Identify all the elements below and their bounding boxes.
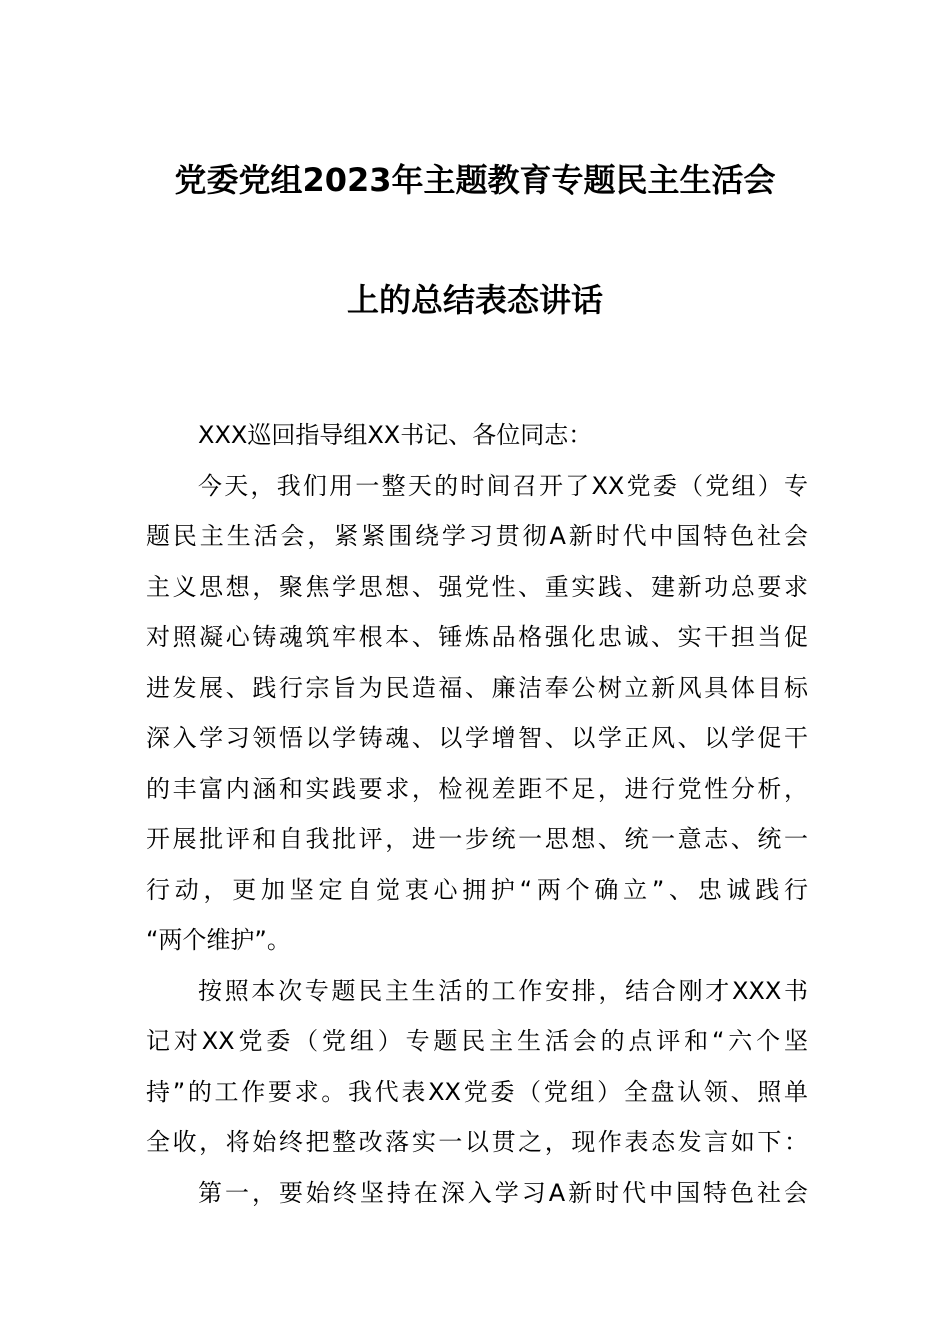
paragraph-line: 记对XX党委（党组）专题民主生活会的点评和“六个坚 (146, 1027, 808, 1055)
paragraph-line: 深入学习领悟以学铸魂、以学增智、以学正风、以学促干 (146, 724, 808, 752)
paragraph-line: 对照凝心铸魂筑牢根本、锤炼品格强化忠诚、实干担当促 (146, 623, 808, 651)
paragraph-line: 行动，更加坚定自觉衷心拥护“两个确立”、忠诚践行 (146, 875, 808, 904)
document-title-line-2: 上的总结表态讲话 (346, 281, 603, 319)
paragraph-line: 今天，我们用一整天的时间召开了XX党委（党组）专 (198, 471, 808, 500)
paragraph-line: 主义思想，聚焦学思想、强党性、重实践、建新功总要求 (146, 572, 808, 601)
paragraph-line: 开展批评和自我批评，进一步统一思想、统一意志、统一 (146, 825, 808, 853)
document-title-line-1: 党委党组2023年主题教育专题民主生活会 (174, 161, 776, 199)
salutation-line: XXX巡回指导组XX书记、各位同志： (198, 421, 593, 449)
paragraph-line: 进发展、践行宗旨为民造福、廉洁奉公树立新风具体目标 (146, 673, 808, 702)
paragraph-line: “两个维护”。 (146, 926, 291, 954)
document-body (146, 410, 808, 1218)
paragraph-line: 持”的工作要求。我代表XX党委（党组）全盘认领、照单 (146, 1077, 808, 1106)
paragraph-line: 第一，要始终坚持在深入学习A新时代中国特色社会 (198, 1178, 808, 1207)
paragraph-line: 题民主生活会，紧紧围绕学习贯彻A新时代中国特色社会 (146, 522, 808, 550)
paragraph-line: 的丰富内涵和实践要求，检视差距不足，进行党性分析， (146, 774, 808, 803)
paragraph-line: 全收，将始终把整改落实一以贯之，现作表态发言如下： (146, 1128, 808, 1156)
paragraph-line: 按照本次专题民主生活的工作安排，结合刚才XXX书 (198, 976, 808, 1005)
